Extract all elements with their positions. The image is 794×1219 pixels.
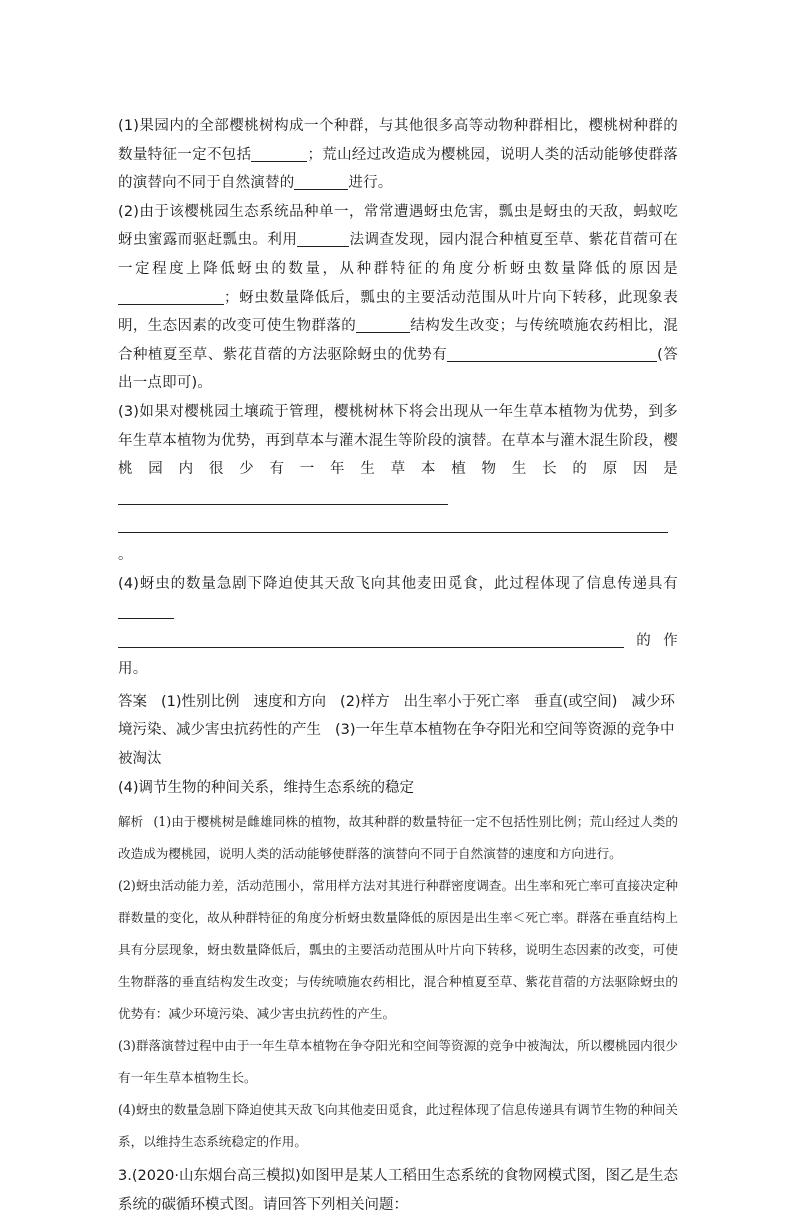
analysis-paragraph: (3)群落演替过程中由于一年生草本植物在争夺阳光和空间等资源的竞争中被淘汰，所以樱桃园内很少有一年生草本植物生长。: [118, 1038, 678, 1086]
answer-blank[interactable]: [118, 602, 174, 619]
question-2-text-a: (2)由于该樱桃园生态系统品种单一，常常遭遇蚜虫危害，瓢虫是蚜虫的天敌，蚂蚁吃蚜虫蜜露而驱赶瓢虫。利用: [118, 203, 678, 249]
analysis-paragraph: [118, 806, 678, 870]
question-3: [118, 398, 678, 570]
question-2-text-c: ；蚜虫数量降低后，瓢虫的主要活动范围从叶片向下转移，此现象表明，生态因素的改变可使生物群落的: [118, 289, 678, 335]
question-1-text-b: ；荒山经过改造成为樱桃园，说明人类的活动能够使群落的演替向不同于自然演替的: [118, 146, 678, 192]
analysis-text: (1)由于樱桃树是雌雄同株的植物，故其种群的数量特征一定不包括性别比例；荒山经过人类的改造成为樱桃园，说明人类的活动能够使群落的演替向不同于自然演替的速度和方向进行。: [118, 814, 678, 862]
analysis-paragraph: (2)蚜虫活动能力差，活动范围小，常用样方法对其进行种群密度调查。出生率和死亡率可直接决定种群数量的变化，故从种群特征的角度分析蚜虫数量降低的原因是出生率＜死亡率。群落在垂直结构上具有分层现象，蚜虫数量降低后，瓢虫的主要活动范围从叶片向下转移，说明生态因素的改变，可使生物群落的垂直结构发生改变；与传统喷施农药相比，混合种植夏至草、紫花苜蓿的方法驱除蚜虫的优势有：减少环境污染、减少害虫抗药性的产生。: [118, 878, 678, 1022]
answer-part: (3)一年生草本植物在争夺阳光和空间等资源的竞争中被淘汰: [118, 722, 675, 768]
question-1-text-a: (1)果园内的全部樱桃树构成一个种群，与其他很多高等动物种群相比，樱桃树种群的数量特征一定不包括: [118, 118, 678, 163]
document-page: [118, 112, 678, 1219]
answer-blank[interactable]: [118, 488, 448, 505]
question-2-text-e: (答出一点即可)。: [118, 346, 678, 392]
question-1: [118, 112, 678, 198]
question-4: [118, 570, 678, 684]
question-2-text-b: 法调查发现，园内混合种植夏至草、紫花苜蓿可在一定程度上降低蚜虫的数量，从种群特征的角度分析蚜虫数量降低的原因是: [118, 232, 678, 277]
question-2: [118, 198, 678, 398]
answer-blank[interactable]: [447, 345, 657, 362]
question-4-text: (4)蚜虫的数量急剧下降迫使其天敌飞向其他麦田觅食，此过程体现了信息传递具有: [118, 575, 678, 592]
answer-blank[interactable]: [297, 230, 349, 247]
question-3-heading: 3.(2020·山东烟台高三模拟)如图甲是某人工稻田生态系统的食物网模式图，图乙是生态系统的碳循环模式图。请回答下列相关问题：: [118, 1168, 678, 1213]
answer-part: (2)样方: [340, 693, 390, 710]
answer-label: 答案: [118, 693, 147, 710]
question-1-text-c: 进行。: [348, 175, 393, 192]
question-4-end: 的作用。: [118, 632, 678, 678]
answer-blank[interactable]: [118, 288, 224, 305]
answer-part: (1)性别比例: [161, 693, 240, 710]
answer-part: 出生率小于死亡率: [403, 693, 520, 710]
answer-part: 垂直(或空间): [533, 693, 618, 710]
question-3-end: 。: [118, 546, 133, 563]
answer-blank[interactable]: [356, 316, 410, 333]
question-3-text: (3)如果对樱桃园土壤疏于管理，樱桃树林下将会出现从一年生草本植物为优势，到多年生草本植物为优势，再到草本与灌木混生等阶段的演替。在草本与灌木混生阶段，樱桃园内很少有一年生草本植物生长的原因是: [118, 403, 678, 478]
answer-part: 减少环境污染、减少害虫抗药性的产生: [118, 693, 675, 739]
answer-blank[interactable]: [294, 173, 348, 190]
answer-part: (4)调节生物的种间关系，维持生态系统的稳定: [118, 779, 415, 796]
analysis-paragraph: (4)蚜虫的数量急剧下降迫使其天敌飞向其他麦田觅食，此过程体现了信息传递具有调节生物的种间关系，以维持生态系统稳定的作用。: [118, 1102, 678, 1150]
analysis-label: 解析: [118, 814, 144, 830]
analysis-section: [118, 806, 678, 1158]
answer-section: [118, 688, 678, 802]
answer-blank[interactable]: [251, 145, 307, 162]
answer-blank[interactable]: [118, 516, 668, 533]
answer-blank[interactable]: [118, 631, 624, 648]
answer-part: 速度和方向: [253, 693, 327, 710]
question-2-text-d: 结构发生改变；与传统喷施农药相比，混合种植夏至草、紫花苜蓿的方法驱除蚜虫的优势有: [118, 318, 678, 363]
